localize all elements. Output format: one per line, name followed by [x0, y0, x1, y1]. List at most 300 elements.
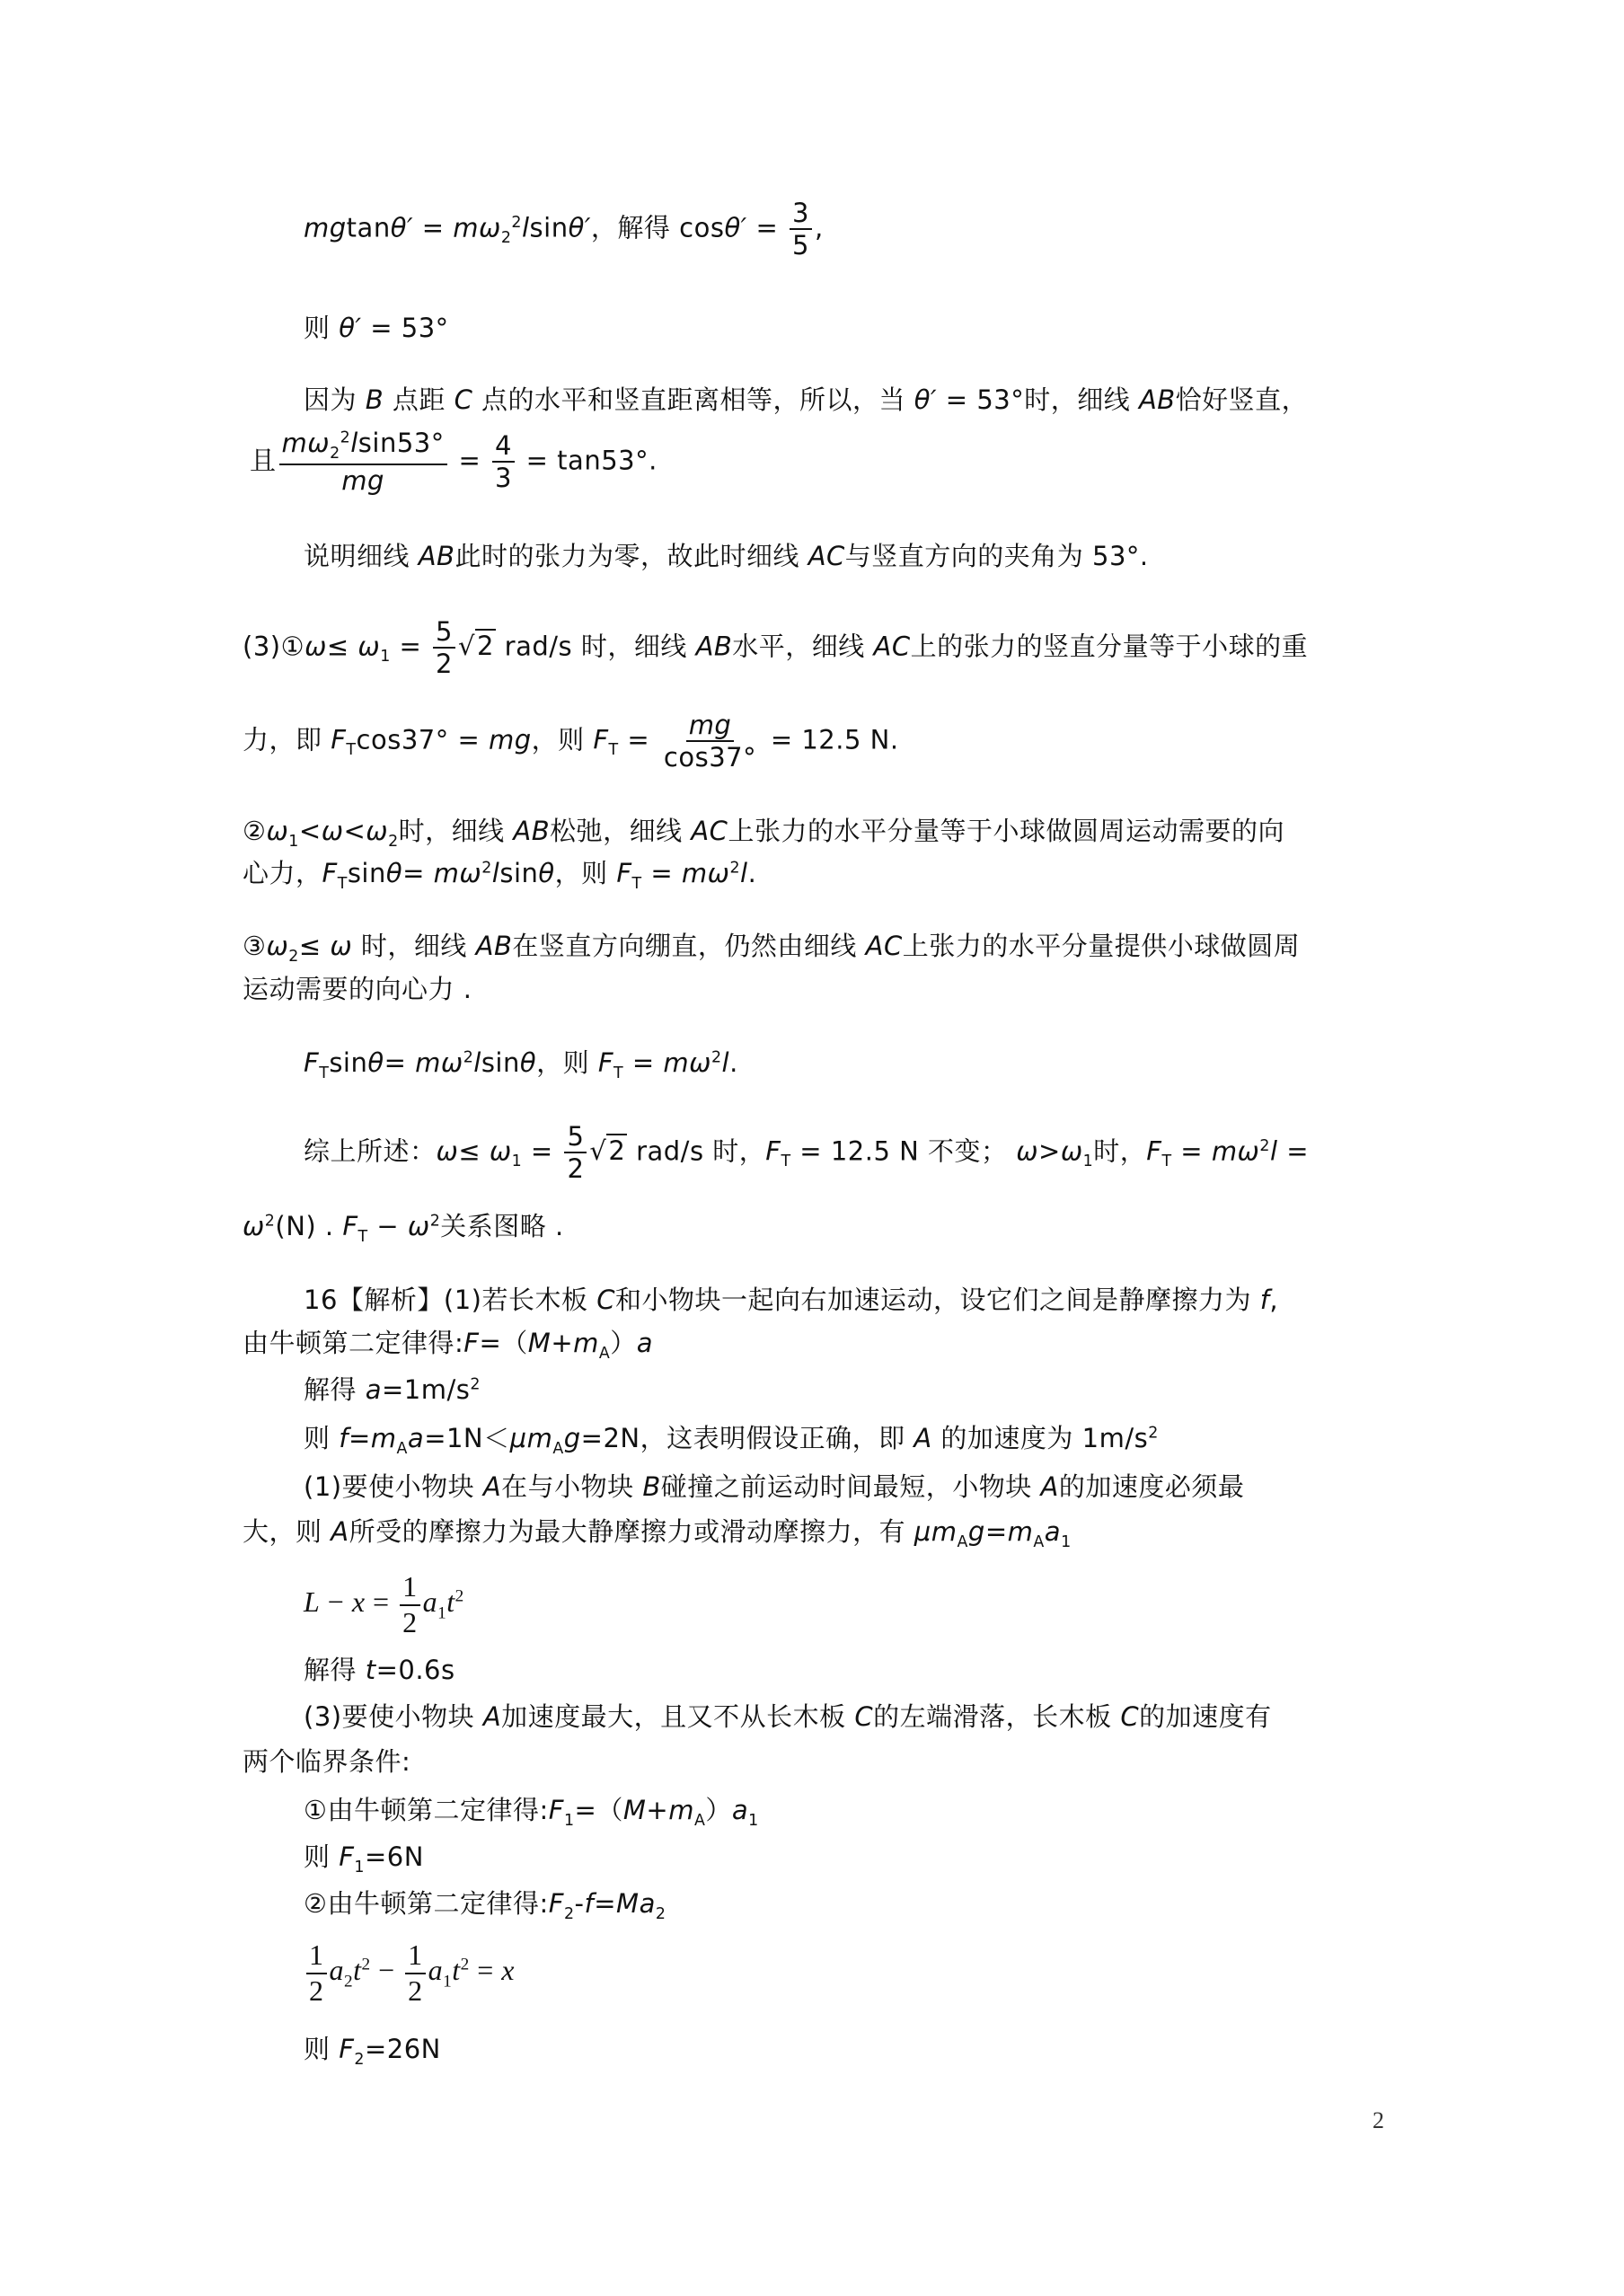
text: =	[449, 445, 490, 476]
text: 2	[330, 444, 340, 463]
text: T	[346, 741, 357, 760]
text: =	[348, 1423, 371, 1453]
text: 2	[344, 1972, 354, 1991]
text: sin	[481, 1047, 520, 1078]
text-line-2	[304, 314, 449, 343]
fraction	[492, 429, 515, 494]
text: sin	[329, 1047, 368, 1078]
numerator	[279, 429, 447, 465]
text: ，则	[536, 1047, 598, 1078]
text: = 12.5 N.	[762, 724, 899, 755]
text: ≤	[298, 931, 331, 961]
text: f	[584, 1888, 595, 1919]
text: =	[984, 1516, 1008, 1547]
text: AC	[808, 541, 845, 571]
text: 心力，	[243, 858, 322, 888]
text: θ	[519, 1047, 537, 1078]
text: m	[1007, 1516, 1034, 1547]
text: ω	[304, 631, 327, 662]
text: 2	[729, 859, 741, 878]
text: = 53°	[361, 313, 449, 343]
text: f	[1259, 1285, 1270, 1315]
text: 1	[288, 832, 299, 851]
text-line-23	[304, 1703, 1272, 1732]
text: A	[1033, 1532, 1045, 1551]
text: 2	[511, 213, 522, 232]
text: 关系图略 .	[440, 1211, 564, 1241]
text-line-5	[304, 543, 1149, 571]
denominator: 2	[567, 1153, 585, 1185]
text: ，则	[531, 724, 594, 755]
text: sin53°	[357, 428, 445, 458]
text: sin	[347, 858, 386, 888]
text-line-17	[304, 1376, 481, 1405]
text: 的加速度有	[1139, 1701, 1272, 1732]
text: rad/s 时，	[627, 1135, 766, 1167]
text: 2	[460, 1955, 470, 1974]
text: A	[598, 1344, 611, 1363]
text: =	[594, 1888, 617, 1919]
formula-line-6	[243, 618, 1308, 678]
text: 则	[304, 313, 340, 343]
text: <	[343, 816, 366, 846]
text: 此时的张力为零，故此时细线	[455, 541, 808, 571]
text: AB	[695, 631, 733, 662]
text: ω	[366, 816, 389, 846]
text: l	[521, 212, 530, 243]
text: l	[721, 1047, 730, 1078]
denominator: 2	[402, 1605, 418, 1638]
text: m	[668, 1795, 694, 1825]
numerator: 1	[405, 1940, 426, 1974]
text: = tan53°.	[516, 445, 658, 476]
text: l	[491, 858, 500, 888]
text-line-14	[243, 1213, 564, 1246]
denominator: 5	[792, 230, 809, 261]
text: 1	[563, 1811, 575, 1830]
text: 2	[470, 1375, 481, 1394]
text: l	[350, 428, 358, 458]
text: 1	[443, 1972, 453, 1991]
fraction	[433, 618, 455, 678]
text: 2	[1259, 1136, 1270, 1155]
denominator: 2	[408, 1974, 423, 2007]
text: =	[618, 724, 658, 755]
text: ,	[1269, 1285, 1279, 1315]
fraction	[400, 1572, 420, 1638]
text: sin	[499, 858, 539, 888]
text: 碰撞之前运动时间最短，小物块	[660, 1471, 1041, 1502]
text: F	[463, 1328, 480, 1358]
formula-line-9	[243, 860, 756, 893]
text: T	[319, 1064, 330, 1082]
text: A	[482, 1701, 502, 1732]
text: 2	[563, 1904, 575, 1923]
text: F	[548, 1795, 564, 1825]
text: =1N＜	[424, 1423, 510, 1453]
text: 1	[1061, 1532, 1072, 1551]
text: θ	[538, 858, 555, 888]
text: −	[320, 1585, 352, 1618]
text: (N) .	[275, 1211, 343, 1241]
page-number: 2	[1372, 2107, 1384, 2133]
text-line-10	[243, 932, 1300, 966]
text-line-3	[304, 386, 1308, 415]
text: ）	[610, 1328, 637, 1358]
text: mω	[415, 1047, 463, 1078]
text: 点的水平和竖直距离相等，所以，当	[472, 384, 914, 415]
text: f	[339, 1423, 349, 1453]
text: B	[642, 1471, 661, 1502]
text: AC	[865, 931, 903, 961]
formula-line-1	[304, 199, 824, 260]
text: AB	[418, 541, 455, 571]
text: F	[304, 1047, 320, 1078]
text: m	[573, 1328, 599, 1358]
formula-line-7	[243, 711, 899, 772]
text: =	[623, 1047, 664, 1078]
text: 则	[304, 1841, 340, 1872]
text: 因为	[304, 384, 366, 415]
text: 1	[437, 1603, 447, 1623]
text: ①由牛顿第二定律得:	[304, 1795, 549, 1825]
text: ω	[1060, 1135, 1083, 1167]
text: 2	[1148, 1424, 1159, 1443]
text: a	[731, 1795, 749, 1825]
text: F	[331, 724, 347, 755]
text: A	[1040, 1471, 1059, 1502]
text: F	[765, 1135, 781, 1167]
text: t	[353, 1953, 362, 1986]
text: 大，则	[243, 1516, 331, 1547]
text: θ′	[339, 313, 362, 343]
numerator: 1	[306, 1940, 327, 1974]
denominator: cos37°	[663, 742, 757, 773]
text: = 53°时，细线	[937, 384, 1139, 415]
text: θ′	[568, 212, 591, 243]
text: mg	[341, 465, 384, 497]
text: A	[396, 1439, 408, 1458]
text: 在与小物块	[501, 1471, 643, 1502]
text: 16【解析】(1)若长木板	[304, 1285, 597, 1315]
text: ω	[321, 816, 344, 846]
text: ω	[436, 1135, 459, 1167]
text: 与竖直方向的夹角为 53°.	[844, 541, 1149, 571]
text: =	[1277, 1135, 1310, 1167]
text: F	[322, 858, 338, 888]
text: 运动需要的向心力 .	[243, 974, 472, 1004]
text: =（	[574, 1795, 623, 1825]
numerator: 5	[564, 1123, 587, 1153]
text-line-15	[304, 1286, 1278, 1315]
text: θ′	[914, 384, 938, 415]
text: T	[357, 1227, 368, 1246]
text: a	[422, 1585, 438, 1618]
text: rad/s 时，细线	[495, 631, 696, 662]
text: θ	[385, 858, 403, 888]
text: g	[967, 1516, 985, 1547]
text: θ′	[724, 212, 747, 243]
text: x	[351, 1585, 366, 1618]
text: T	[781, 1152, 791, 1171]
text: 2	[455, 1586, 464, 1606]
text: (3)①	[243, 631, 305, 662]
text: >	[1038, 1135, 1061, 1167]
text: a	[428, 1953, 444, 1986]
text-line-24	[243, 1748, 410, 1777]
text: T	[337, 874, 348, 893]
text: C	[596, 1285, 615, 1315]
text: =1m/s	[382, 1374, 471, 1405]
text: a	[365, 1374, 382, 1405]
numerator: 3	[790, 199, 812, 230]
text: F	[1146, 1135, 1162, 1167]
text: (1)要使小物块	[304, 1471, 483, 1502]
text-line-16	[243, 1329, 653, 1363]
text: t	[452, 1953, 461, 1986]
text: .	[747, 858, 757, 888]
text: M	[527, 1328, 552, 1358]
text: A	[693, 1811, 706, 1830]
text: 2	[288, 947, 299, 966]
text: =	[746, 212, 788, 243]
text: ,	[814, 212, 824, 243]
text: T	[1161, 1152, 1172, 1171]
formula-line-28	[304, 1940, 515, 2006]
text: ②	[243, 816, 267, 846]
text: a	[407, 1423, 425, 1453]
text: C	[854, 1701, 874, 1732]
text: 解得	[304, 1655, 366, 1685]
text: =	[413, 212, 454, 243]
text: a	[1044, 1516, 1062, 1547]
fraction	[661, 711, 759, 772]
text: F	[548, 1888, 564, 1919]
text: ω	[266, 816, 289, 846]
text: 时，	[1093, 1135, 1147, 1167]
square-root: √2	[457, 631, 494, 662]
text: 2	[500, 229, 512, 248]
text: M	[616, 1888, 640, 1919]
text: 2	[340, 428, 351, 447]
text-line-26	[304, 1843, 424, 1877]
text: +	[551, 1328, 574, 1358]
text: −	[370, 1953, 403, 1986]
fraction	[564, 1123, 587, 1183]
text: =	[402, 858, 434, 888]
text: =	[390, 631, 431, 662]
text: 1	[380, 648, 391, 667]
text: =	[469, 1953, 502, 1986]
numerator: 5	[433, 618, 455, 649]
text: ③	[243, 931, 267, 961]
text: mω	[1211, 1135, 1260, 1167]
text: A	[957, 1532, 968, 1551]
text-line-27	[304, 1890, 666, 1923]
text: F	[616, 858, 632, 888]
text: l	[1269, 1135, 1278, 1167]
text: mω	[681, 858, 730, 888]
denominator: 3	[494, 463, 512, 494]
text: ω	[357, 631, 381, 662]
text: L	[304, 1585, 321, 1618]
radicand: 2	[476, 631, 494, 662]
text: AC	[873, 631, 911, 662]
text-line-25	[304, 1797, 759, 1830]
text: 上张力的水平分量等于小球做圆周运动需要的向	[728, 816, 1284, 846]
text: 说明细线	[304, 541, 419, 571]
text: ）	[705, 1795, 732, 1825]
text: T	[631, 874, 642, 893]
text: 2	[429, 1212, 441, 1231]
text: AB	[513, 816, 551, 846]
numerator	[686, 711, 735, 742]
text: F	[339, 2034, 355, 2064]
text: ②由牛顿第二定律得:	[304, 1888, 549, 1919]
text: a	[636, 1328, 654, 1358]
text: ，解得 cos	[590, 212, 725, 243]
text: C	[454, 384, 473, 415]
text: 时，细线	[398, 816, 514, 846]
text-line-22	[304, 1656, 455, 1685]
text: 2	[354, 2050, 365, 2069]
text: =	[1171, 1135, 1212, 1167]
formula-line-21	[304, 1572, 464, 1638]
text: a	[639, 1888, 656, 1919]
text: t	[365, 1655, 376, 1685]
text: l	[473, 1047, 481, 1078]
text: sin	[529, 212, 569, 243]
text: 力，即	[243, 724, 331, 755]
denominator	[339, 465, 387, 497]
text-line-8	[243, 817, 1284, 851]
text: 2	[361, 1955, 371, 1974]
text: 两个临界条件:	[243, 1746, 411, 1777]
text: ≤	[458, 1135, 490, 1167]
text: 2	[388, 832, 399, 851]
text: 点距	[384, 384, 455, 415]
text: A	[331, 1516, 349, 1547]
text: 2	[264, 1212, 276, 1231]
fraction	[306, 1940, 327, 2006]
text: <	[298, 816, 322, 846]
denominator: 2	[309, 1974, 324, 2007]
text: 的加速度必须最	[1058, 1471, 1245, 1502]
text: 上张力的水平分量提供小球做圆周	[902, 931, 1301, 961]
fraction	[790, 199, 812, 260]
text: = 12.5 N 不变；	[790, 1135, 1017, 1167]
text: =26N	[364, 2034, 441, 2064]
text: M	[622, 1795, 647, 1825]
text: ，则	[554, 858, 617, 888]
text: =2N，这表明假设正确，即	[580, 1423, 914, 1453]
text: 2	[655, 1904, 666, 1923]
text: ω	[266, 931, 289, 961]
radicand: 2	[608, 1135, 626, 1167]
text: θ	[367, 1047, 384, 1078]
text: 2	[463, 1048, 474, 1067]
text: 2	[710, 1048, 722, 1067]
text: 1	[511, 1152, 523, 1171]
text: 的加速度为 1m/s	[931, 1423, 1149, 1453]
text: 1	[748, 1811, 759, 1830]
text: μm	[914, 1516, 958, 1547]
text: 上的张力的竖直分量等于小球的重	[910, 631, 1309, 662]
text: g	[563, 1423, 581, 1453]
text: .	[729, 1047, 738, 1078]
text: AC	[691, 816, 728, 846]
text: (3)要使小物块	[304, 1701, 483, 1732]
text: T	[608, 741, 619, 760]
text: μm	[509, 1423, 553, 1453]
text: −	[367, 1211, 408, 1241]
text: ω	[1016, 1135, 1039, 1167]
square-root: √2	[589, 1135, 626, 1167]
text: ≤	[326, 631, 358, 662]
text: ω	[330, 931, 353, 961]
text: 则	[304, 2034, 340, 2064]
text: T	[613, 1064, 624, 1082]
numerator: 1	[400, 1572, 420, 1606]
fraction	[279, 429, 447, 495]
text: =	[384, 1047, 416, 1078]
text: F	[342, 1211, 358, 1241]
text: 2	[481, 859, 492, 878]
text: mg	[304, 212, 347, 243]
text: +	[646, 1795, 669, 1825]
text: mg	[688, 710, 732, 740]
text: mω	[663, 1047, 711, 1078]
text: tan	[346, 212, 391, 243]
text: 和小物块一起向右加速运动，设它们之间是静摩擦力为	[614, 1285, 1260, 1315]
text: C	[1120, 1701, 1140, 1732]
text: 解得	[304, 1374, 366, 1405]
text: ω	[243, 1211, 265, 1241]
text: F	[339, 1841, 355, 1872]
text: 水平，细线	[732, 631, 874, 662]
text: AB	[1138, 384, 1176, 415]
text: B	[365, 384, 384, 415]
text: =	[522, 1135, 562, 1167]
text: 1	[354, 1858, 365, 1877]
text: ω	[407, 1211, 430, 1241]
text: t	[446, 1585, 455, 1618]
text: 所受的摩擦力为最大静摩擦力或滑动摩擦力，有	[349, 1516, 914, 1547]
text: 加速度最大，且又不从长木板	[501, 1701, 855, 1732]
fraction	[405, 1940, 426, 2006]
formula-line-4	[250, 429, 658, 495]
text: 由牛顿第二定律得:	[243, 1328, 464, 1358]
text: 1	[1082, 1152, 1094, 1171]
text: 时，细线	[352, 931, 476, 961]
text: A	[552, 1439, 564, 1458]
text: AB	[475, 931, 513, 961]
text-line-20	[243, 1518, 1072, 1551]
formula-line-13	[304, 1123, 1309, 1183]
text: =0.6s	[375, 1655, 455, 1685]
text: mg	[488, 724, 532, 755]
text: A	[914, 1423, 932, 1453]
text: A	[482, 1471, 502, 1502]
numerator: 4	[492, 432, 515, 463]
text-line-29	[304, 2035, 441, 2069]
text: m	[370, 1423, 397, 1453]
text-line-18	[304, 1425, 1159, 1458]
text: cos37° =	[356, 724, 489, 755]
text: 综上所述：	[304, 1135, 437, 1167]
text: mω	[281, 428, 331, 458]
text: F	[593, 724, 609, 755]
